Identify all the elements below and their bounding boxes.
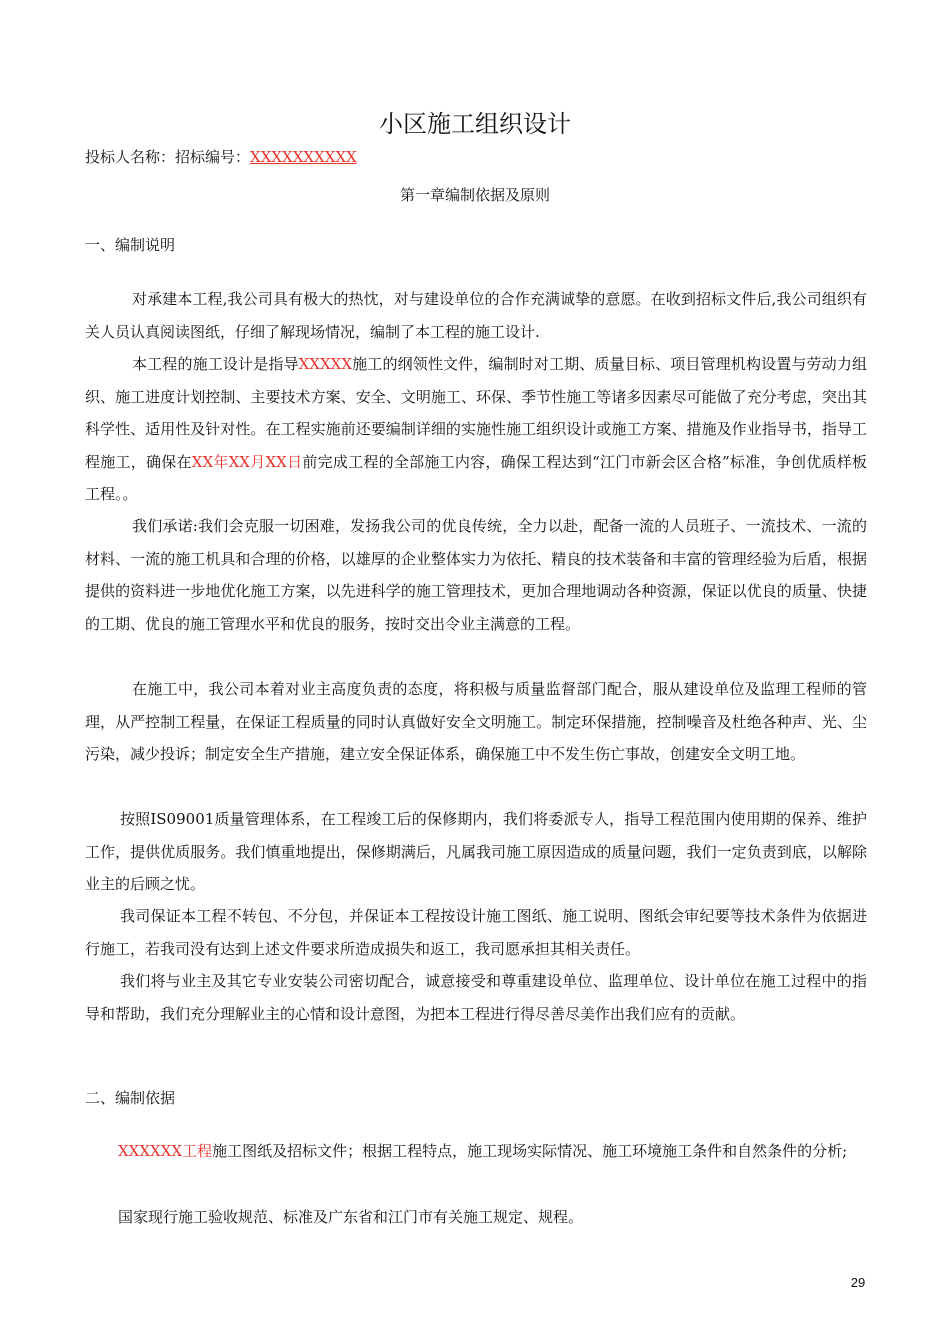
bidder-label: 投标人名称：招标编号： — [85, 148, 251, 166]
paragraph-text: 施工的纲领性文件，编制时对工期、质量目标、项目管理机构设置与劳动力组织、施工进度计划控制、主要技术方案、安全、文明施工、环保、季节性施工等诸多因素尽可能做了充分考虑，突出其科学性、适用性及针对性。在工程实施前还要编制详细的实施性施工组织设计或施工方案、措施及作业指导书，指导工程施工，确保在 — [85, 355, 867, 471]
page-number: 29 — [850, 1275, 866, 1290]
paragraph-quality-system: 按照IS09001质量管理体系，在工程竣工后的保修期内，我们将委派专人，指导工程范围内使用期的保养、维护工作，提供优质服务。我们慎重地提出，保修期满后，凡属我司施工原因造成的质量问题，我们一定负责到底，以解除业主的后顾之忧。 — [85, 810, 867, 893]
paragraph-text: 前完成工程的全部施工内容，确保工程达到“江门市新会区合格”标准，争创优质样板工程。。 — [85, 452, 867, 503]
tender-code: XXXXXXXXXX — [250, 148, 357, 166]
paragraph-cooperation: 我们将与业主及其它专业安装公司密切配合，诚意接受和尊重建设单位、监理单位、设计单位在施工过程中的指导和帮助，我们充分理解业主的心情和设计意图，为把本工程进行得尽善尽美作出我们应有的贡献。 — [85, 972, 867, 1023]
paragraph-commitment: 我们承诺:我们会克服一切困难，发扬我公司的优良传统，全力以赴，配备一流的人员班子、一流技术、一流的材料、一流的施工机具和合理的价格，以雄厚的企业整体实力为依托、精良的技术装备和丰富的管理经验为后盾，根据提供的资料进一步地优化施工方案，以先进科学的施工管理技术，更加合理地调动各种资源，保证以优良的质量、快捷的工期、优良的施工管理水平和优良的服务，按时交出令业主满意的工程。 — [85, 517, 867, 633]
paragraph-text: 本工程的施工设计是指导 — [132, 355, 299, 373]
bidder-line — [85, 146, 357, 168]
basis-item-1 — [118, 1135, 867, 1168]
paragraph-intro: 对承建本工程,我公司具有极大的热忱，对与建设单位的合作充满诚挚的意愿。在收到招标文件后,我公司组织有关人员认真阅读图纸，仔细了解现场情况，编制了本工程的施工设计. — [85, 290, 867, 341]
paragraph-construction: 在施工中，我公司本着对业主高度负责的态度，将积极与质量监督部门配合，服从建设单位及监理工程师的管理，从严控制工程量，在保证工程质量的同时认真做好安全文明施工。制定环保措施，控制噪音及杜绝各种声、光、尘污染，减少投诉；制定安全生产措施，建立安全保证体系，确保施工中不发生伤亡事故，创建安全文明工地。 — [85, 680, 867, 763]
project-placeholder: XXXXX — [298, 355, 353, 373]
chapter-heading: 第一章编制依据及原则 — [399, 186, 550, 204]
date-placeholder: XX年XX月XX日 — [191, 452, 303, 471]
paragraph-design-purpose — [85, 348, 867, 511]
basis-item-text: 施工图纸及招标文件；根据工程特点，施工现场实际情况、施工环境施工条件和自然条件的分析; — [212, 1142, 848, 1160]
section-heading-1: 一、编制说明 — [85, 236, 176, 254]
project-placeholder: XXXXXX工程 — [118, 1142, 213, 1160]
section-heading-2: 二、编制依据 — [85, 1089, 176, 1107]
paragraph-no-subcontract: 我司保证本工程不转包、不分包，并保证本工程按设计施工图纸、施工说明、图纸会审纪要等技术条件为依据进行施工，若我司没有达到上述文件要求所造成损失和返工，我司愿承担其相关责任。 — [85, 907, 867, 958]
basis-item-2: 国家现行施工验收规范、标准及广东省和江门市有关施工规定、规程。 — [118, 1208, 584, 1226]
document-title: 小区施工组织设计 — [379, 110, 571, 138]
